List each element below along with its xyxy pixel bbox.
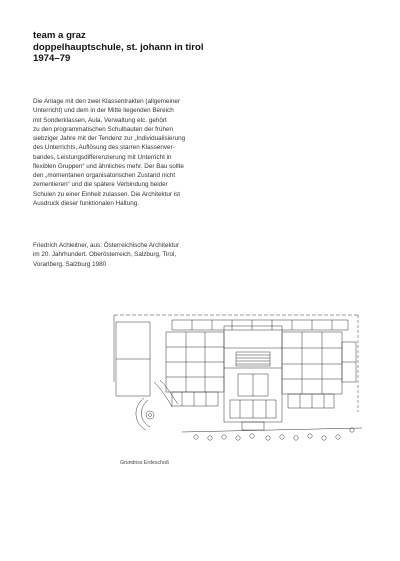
intro-text xyxy=(33,97,233,208)
intro-line: mit Sonderklassen, Aula, Verwaltung etc. gehört xyxy=(33,116,167,124)
landscape-paths xyxy=(136,380,178,430)
left-classroom-wing xyxy=(166,332,224,406)
building-title: doppelhauptschule, st. johann in tirol xyxy=(33,41,204,53)
source-line: im 20. Jahrhundert. Oberösterreich, Salzburg, Tirol, xyxy=(33,251,177,259)
intro-line: siebziger Jahre mit der Tendenz zur „Individualisierung xyxy=(33,135,186,142)
intro-line: zementieren“ und die spätere Verbindung beider xyxy=(33,181,168,189)
intro-line: bandes, Leistungsdifferenzierung mit Unterricht in xyxy=(33,153,172,161)
source-citation xyxy=(33,241,253,269)
intro-line: Die Anlage mit den zwei Klassentrakten (allgemeiner xyxy=(33,98,181,105)
intro-line: den „momentanen organisatorischen Zustand nicht xyxy=(33,172,176,179)
intro-line: des Unterrichts, Auflösung des starren Klassenver- xyxy=(33,144,175,152)
tree-row xyxy=(182,428,362,440)
source-line: Friedrich Achleitner, aus: Österreichische Architektur xyxy=(33,242,179,249)
intro-line: Unterricht) und dem in der Mitte liegenden Bereich xyxy=(33,107,174,115)
building-years: 1974–79 xyxy=(33,53,71,64)
intro-line: Schulen zu einer Einheit zulassen. Die Architektur ist xyxy=(33,190,181,198)
sports-field xyxy=(116,322,150,396)
source-line: Vorarlberg, Salzburg 1980 xyxy=(33,260,107,268)
right-classroom-wing xyxy=(282,332,356,408)
header xyxy=(33,30,373,65)
intro-line: zu den programmatischen Schulbauten der frühen xyxy=(33,125,174,133)
architect-name: team a graz xyxy=(33,30,86,41)
floor-plan-drawing xyxy=(112,312,374,458)
top-room-strip xyxy=(172,320,348,330)
intro-line: Ausdruck dieser funktionalen Haltung. xyxy=(33,199,140,207)
central-hall xyxy=(224,326,282,430)
site-boundary xyxy=(114,315,360,412)
intro-line: flexiblen Gruppen“ und ähnliches mehr. Der Bau sollte xyxy=(33,162,184,170)
figure-caption: Grundriss Erdeschoß xyxy=(120,460,170,466)
